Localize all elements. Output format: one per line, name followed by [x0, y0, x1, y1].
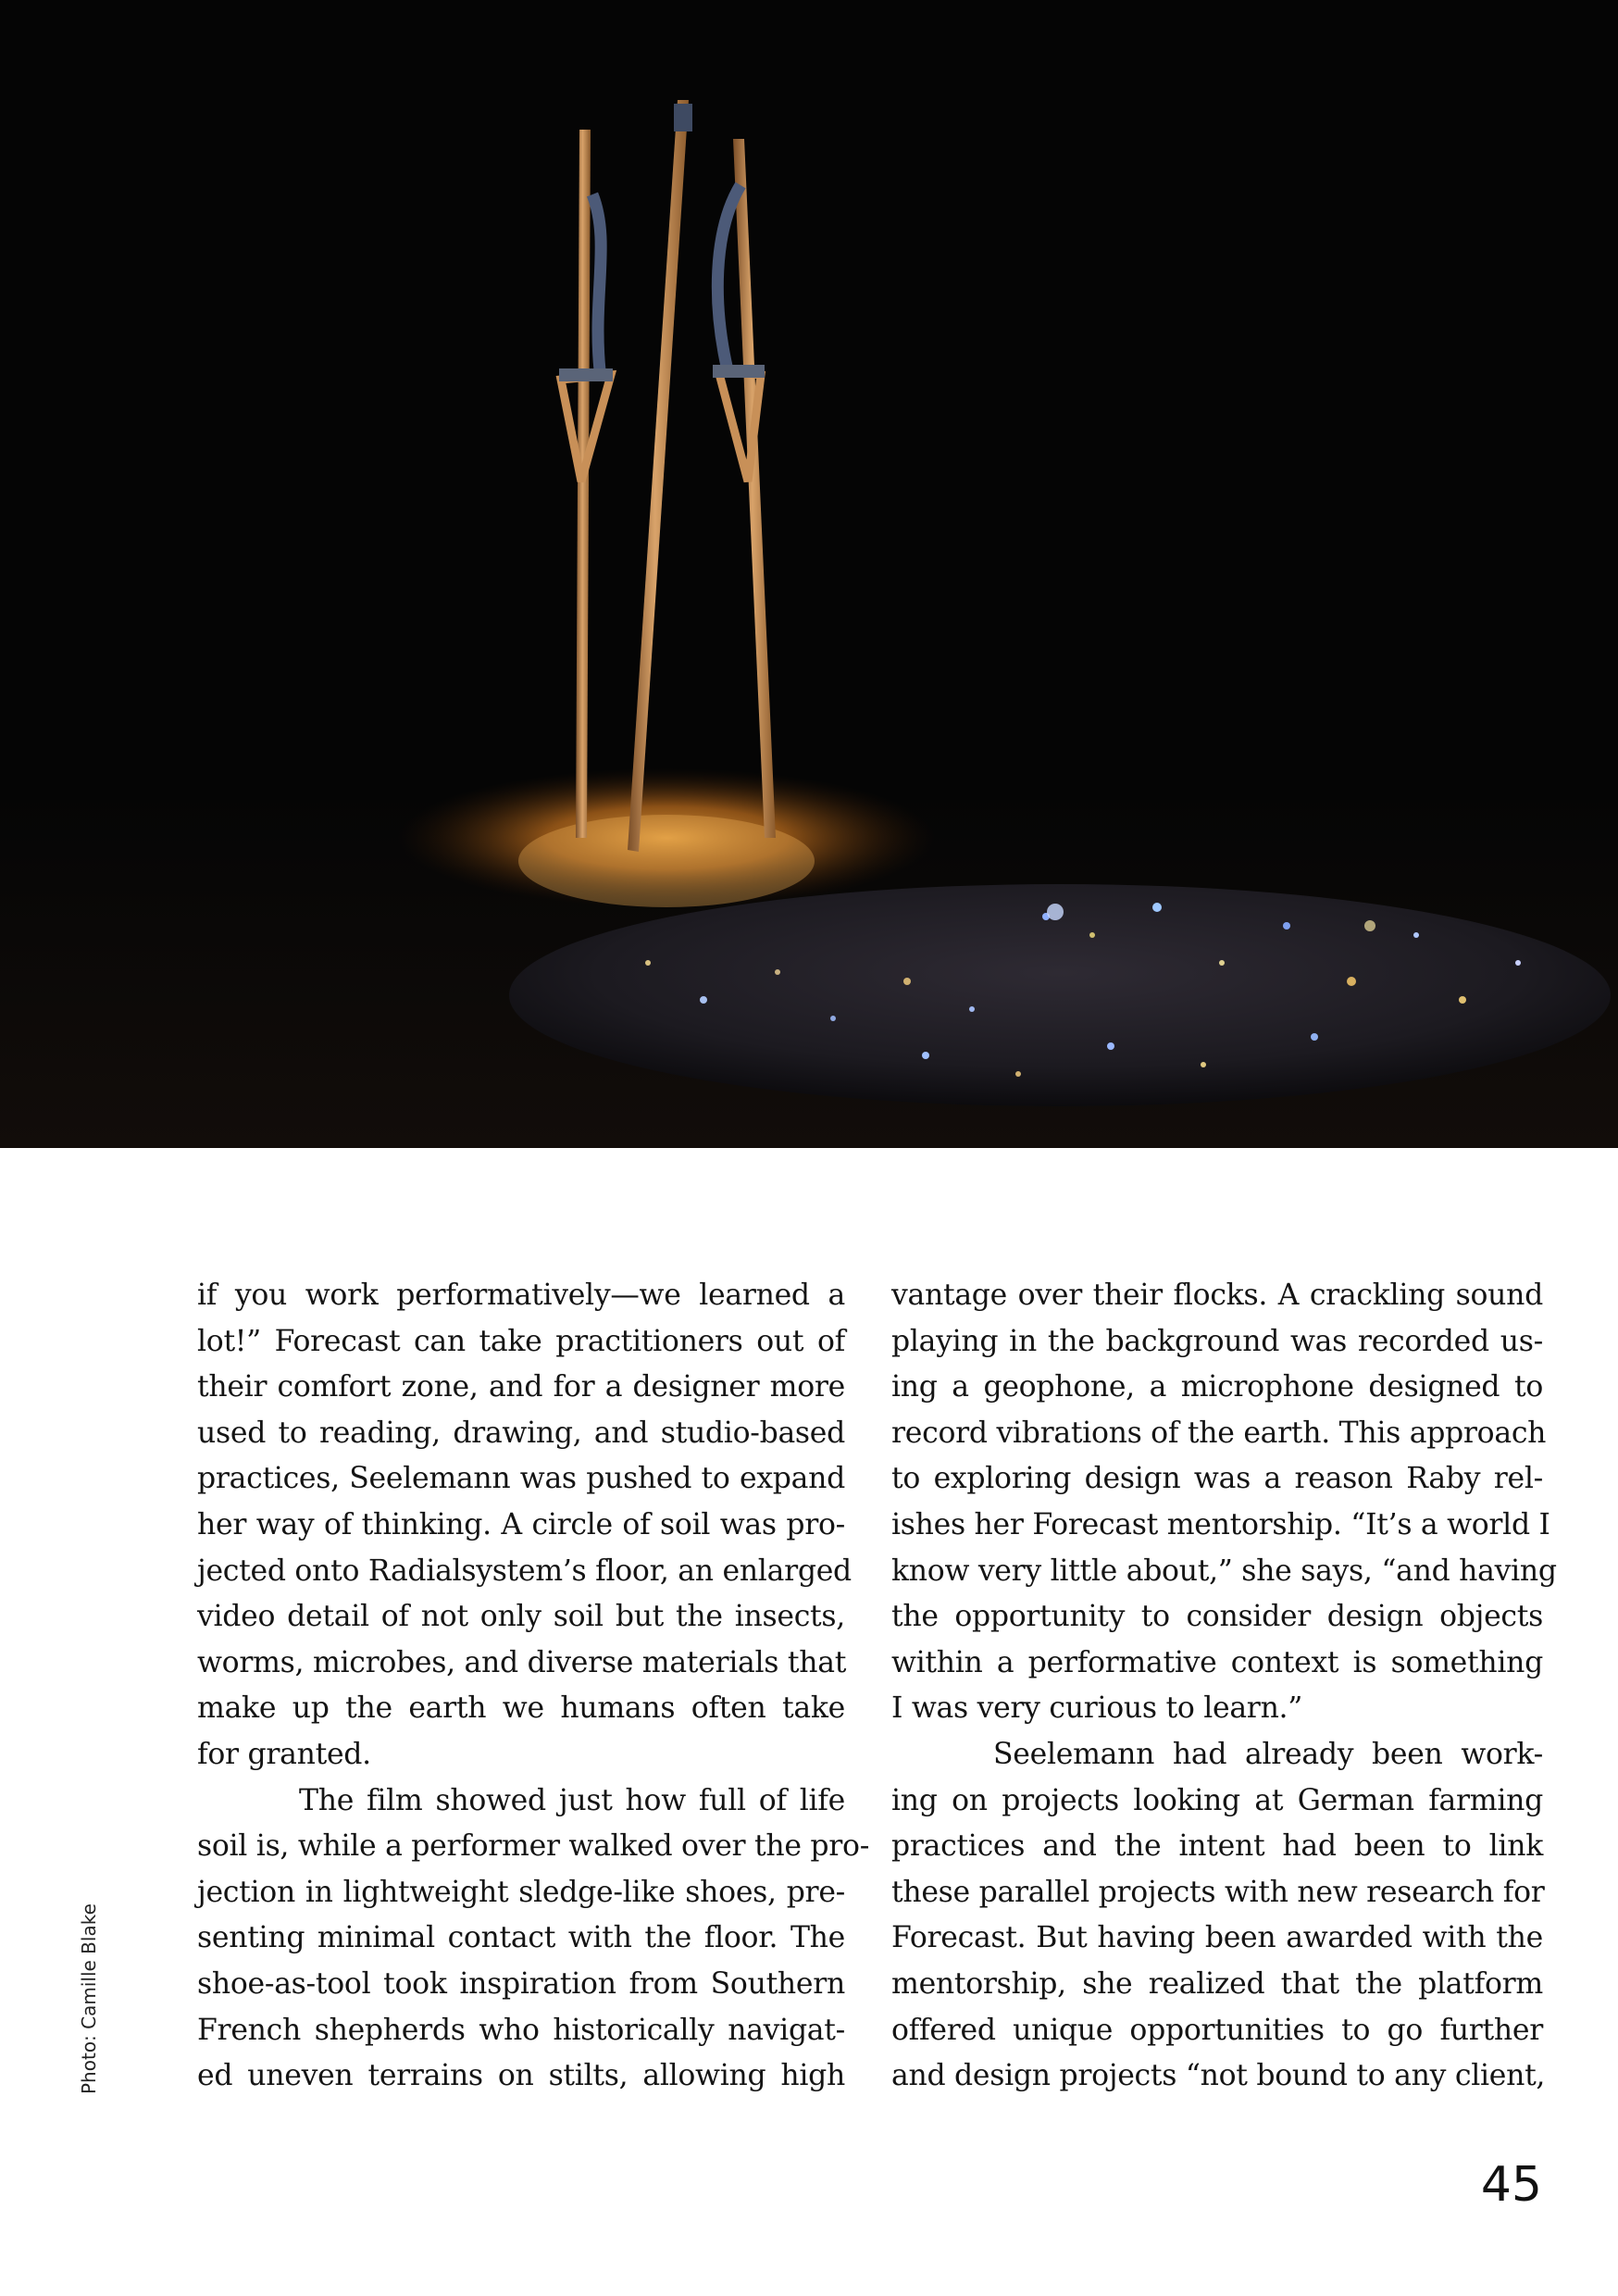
text-line: if you work performatively—we learned a	[197, 1279, 845, 1312]
text-line: video detail of not only soil but the insects,	[197, 1600, 845, 1634]
page-number: 45	[1480, 2157, 1542, 2213]
text-line: Forecast. But having been awarded with the	[891, 1921, 1543, 1955]
text-line: ed uneven terrains on stilts, allowing high	[197, 2059, 845, 2093]
text-line: offered unique opportunities to go further	[891, 2013, 1543, 2047]
text-line: Seelemann had already been work-	[993, 1737, 1543, 1771]
text-line: vantage over their flocks. A crackling sound	[891, 1279, 1543, 1312]
text-line: record vibrations of the earth. This approach	[891, 1416, 1547, 1450]
left-column	[197, 1273, 870, 2100]
text-line: within a performative context is something	[891, 1645, 1543, 1679]
text-line: the opportunity to consider design objects	[891, 1600, 1543, 1634]
text-line: The film showed just how full of life	[299, 1783, 845, 1817]
text-line: know very little about,” she says, “and having	[891, 1554, 1557, 1588]
text-line: these parallel projects with new research for	[891, 1875, 1545, 1909]
text-line: used to reading, drawing, and studio-based	[197, 1416, 845, 1450]
text-line: ing on projects looking at German farming	[891, 1783, 1543, 1817]
text-line: and design projects “not bound to any client,	[891, 2059, 1546, 2093]
text-line: ing a geophone, a microphone designed to	[891, 1370, 1543, 1404]
text-line: her way of thinking. A circle of soil was pro-	[197, 1507, 845, 1541]
text-line: for granted.	[197, 1737, 371, 1771]
text-line: practices, Seelemann was pushed to expand	[197, 1462, 845, 1496]
text-line: to exploring design was a reason Raby rel-	[891, 1462, 1543, 1496]
text-line: soil is, while a performer walked over the pro-	[197, 1829, 870, 1864]
text-line: I was very curious to learn.”	[891, 1691, 1303, 1726]
text-line: mentorship, she realized that the platform	[891, 1966, 1543, 2001]
text-line: jected onto Radialsystem’s floor, an enlarged	[197, 1554, 852, 1588]
text-line: senting minimal contact with the floor. The	[197, 1921, 845, 1955]
text-line: lot!” Forecast can take practitioners out of	[197, 1324, 845, 1358]
text-line: shoe-as-tool took inspiration from Southern	[197, 1966, 845, 2001]
text-line: their comfort zone, and for a designer more	[197, 1370, 845, 1404]
text-line: worms, microbes, and diverse materials that	[197, 1645, 847, 1679]
text-line: playing in the background was recorded us-	[891, 1324, 1543, 1358]
right-column	[891, 1273, 1557, 2100]
text-line: practices and the intent had been to link	[891, 1829, 1543, 1864]
text-line: make up the earth we humans often take	[197, 1691, 845, 1726]
text-line: ishes her Forecast mentorship. “It’s a world I	[891, 1507, 1550, 1541]
text-line: French shepherds who historically navigat-	[197, 2013, 845, 2047]
text-line: jection in lightweight sledge-like shoes, pre-	[197, 1875, 845, 1909]
